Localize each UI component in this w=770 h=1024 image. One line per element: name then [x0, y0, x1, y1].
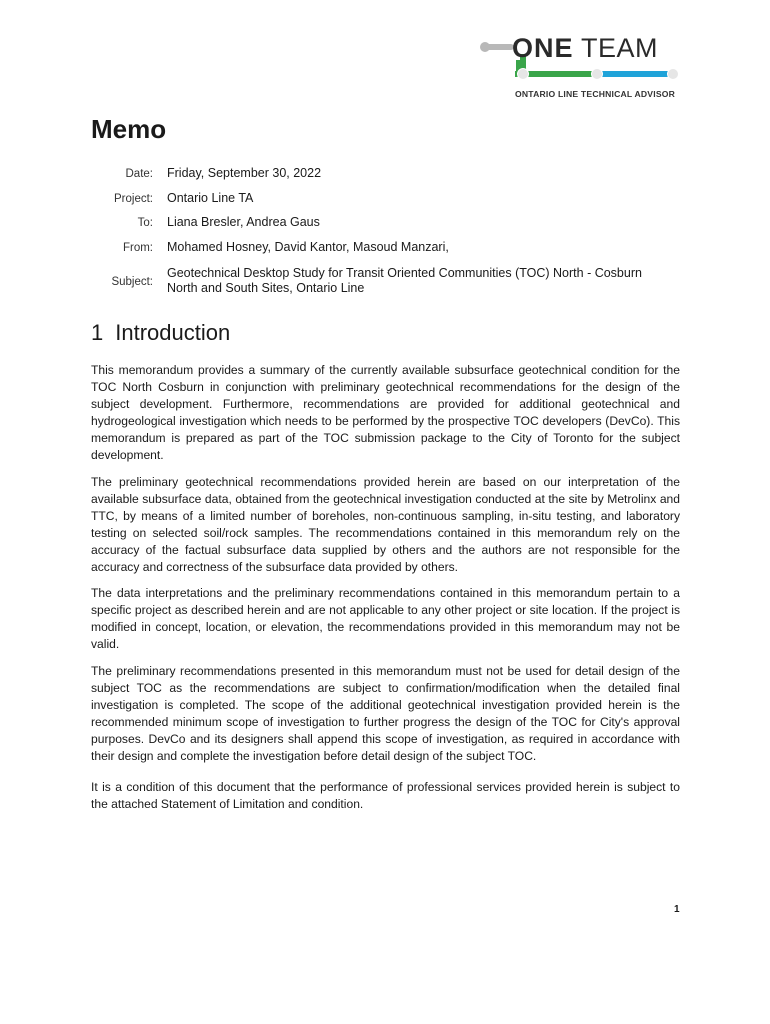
project-label: Project: [114, 192, 153, 205]
subject-row [91, 266, 691, 300]
to-row [91, 215, 691, 240]
project-value: Ontario Line TA [167, 190, 254, 205]
oneteam-logo [477, 30, 682, 102]
section-title: Introduction [115, 320, 231, 345]
to-value: Liana Bresler, Andrea Gaus [167, 215, 320, 229]
section-number: 1 [91, 320, 104, 345]
from-label: From: [122, 241, 153, 254]
paragraph: This memorandum provides a summary of the currently available subsurface geotechnical condition for the TOC North Cosburn in conjunction with preliminary geotechnical recommendations for the design of the subject development. Furthermore, recommendations are provided for additional geotechnical and hydrogeological investigation which needs to be performed by the prospective TOC developers (DevCo). This memorandum is prepared as part of the TOC submission package to the City of Toronto for the subject development. [91, 363, 680, 463]
paragraph: The preliminary geotechnical recommendations provided herein are based on our interpretation of the available subsurface data, obtained from the geotechnical investigation conducted at the site by Metrolinx and TTC, by means of a limited number of boreholes, non-continuous sampling, in-situ testing, and laboratory testing on selected soil/rock samples. The recommendations contained in this memorandum rely on the accuracy of the factual subsurface data supplied by others and the authors are not responsible for the accuracy and correctness of the subsurface data provided by others. [91, 474, 680, 575]
from-value: Mohamed Hosney, David Kantor, Masoud Manzari, [167, 239, 449, 254]
memo-body [91, 362, 680, 822]
to-label: To: [137, 217, 153, 229]
memo-header-fields [91, 166, 691, 300]
memo-title: Memo [91, 114, 167, 144]
project-row [91, 191, 691, 216]
from-row [91, 240, 691, 265]
logo-one-text: ONE [512, 33, 574, 63]
date-label: Date: [125, 168, 153, 180]
subject-label: Subject: [111, 276, 153, 288]
paragraph: The data interpretations and the preliminary recommendations contained in this memorandum pertain to a specific project as described herein and are not applicable to any other project or site location. If the project is modified in concept, location, or elevation, the recommendations provided in this memorandum may not be valid. [91, 586, 680, 652]
date-row [91, 166, 691, 191]
logo-team-text: TEAM [581, 33, 659, 63]
subject-value: Geotechnical Desktop Study for Transit Oriented Communities (TOC) North - Cosburn North and South Sites, Ontario Line [167, 266, 642, 295]
date-value: Friday, September 30, 2022 [167, 166, 322, 180]
paragraph: The preliminary recommendations presented in this memorandum must not be used for detail design of the subject TOC as the recommendations are subject to confirmation/modification when the detailed final investigation is completed. The scope of the additional geotechnical investigation provided herein is the recommended minimum scope of investigation to further progress the design of the TOC for City's approval purposes. DevCo and its designers shall append this scope of investigation, as required in accordance with their design and complete the investigation before detail design of the subject TOC. [91, 663, 680, 763]
page-number: 1 [674, 904, 680, 915]
paragraph: It is a condition of this document that the performance of professional services provided herein is subject to the attached Statement of Limitation and condition. [91, 780, 680, 812]
section-heading [91, 318, 230, 348]
logo-subtitle: ONTARIO LINE TECHNICAL ADVISOR [515, 89, 676, 99]
